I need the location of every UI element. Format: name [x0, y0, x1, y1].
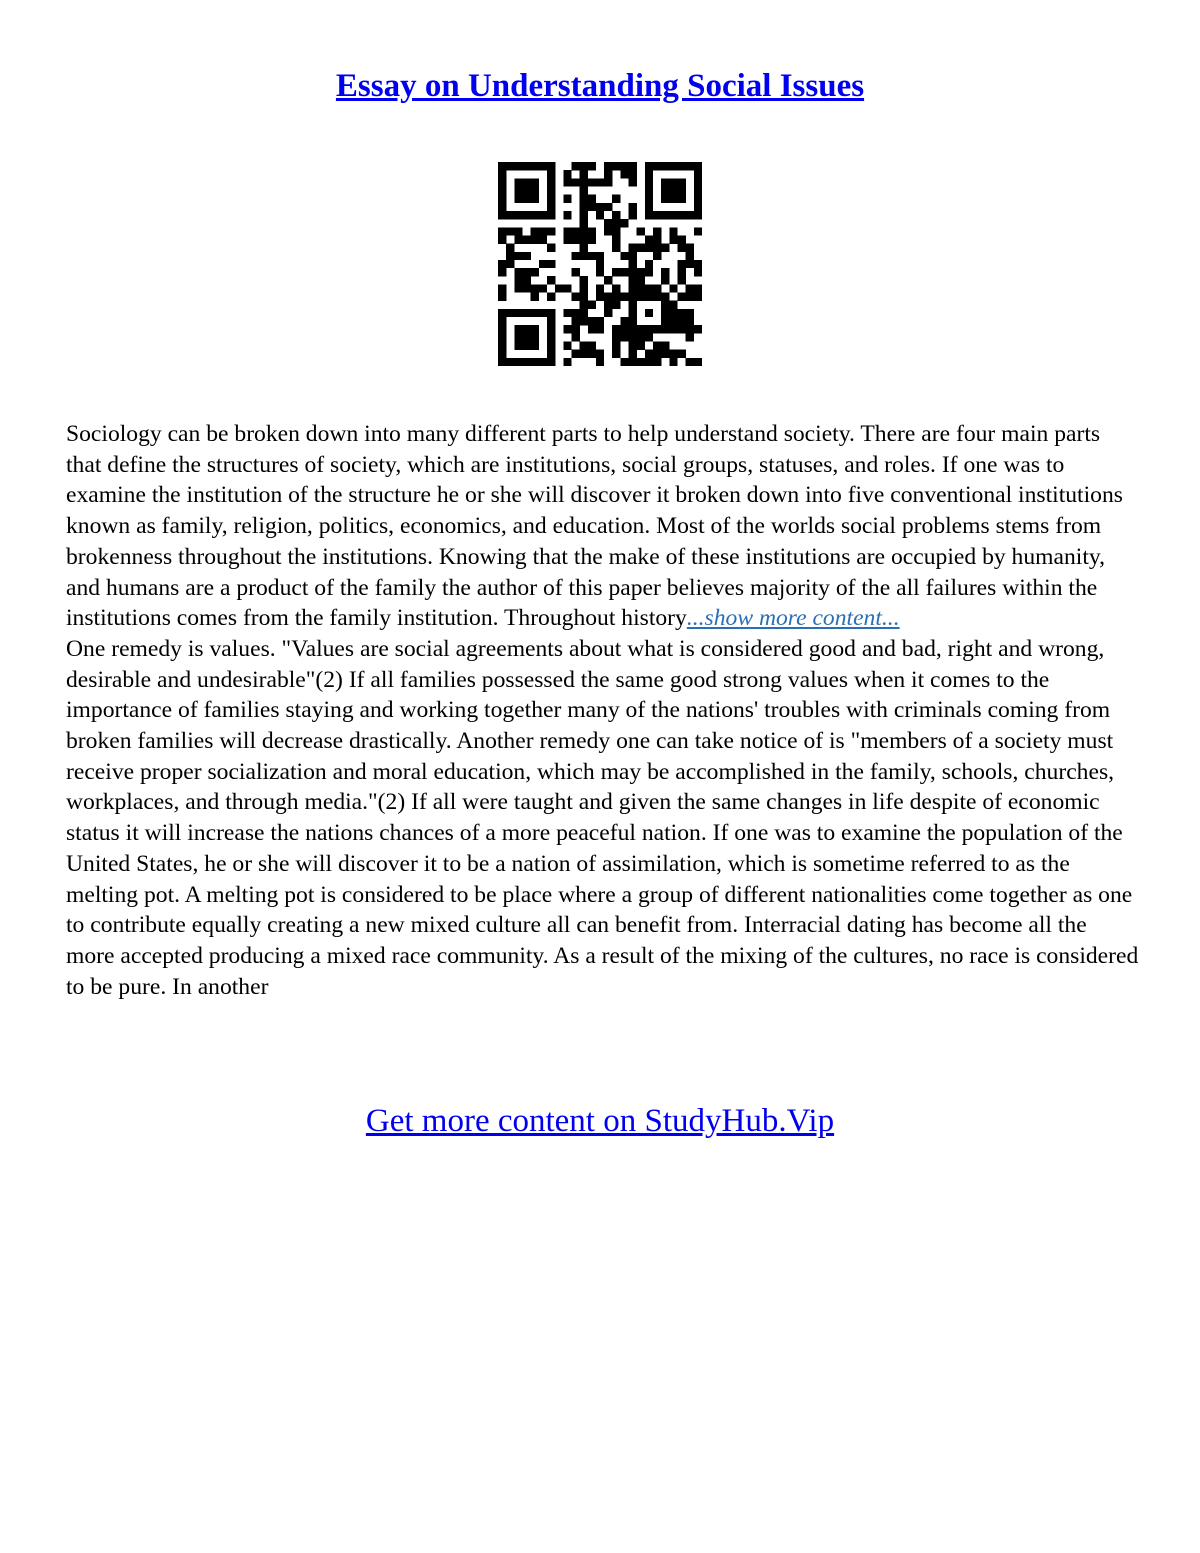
qr-code-icon [498, 162, 702, 366]
get-more-content-link[interactable]: Get more content on StudyHub.Vip [365, 1103, 835, 1139]
essay-paragraph-1 [66, 419, 1141, 634]
essay-paragraph-2: One remedy is values. "Values are social agreements about what is considered good and bad, right and wrong, desirable and undesirable"(2) If all families possessed the same good strong values when it comes to the importance of families staying and working together many of the nations' troubles with criminals coming from broken families will decrease drastically. Another remedy one can take notice of is "members of a society must receive proper socialization and moral education, which may be accomplished in the family, schools, churches, workplaces, and through media."(2) If all were taught and given the same changes in life despite of economic status it will increase the nations chances of a more peaceful nation. If one was to examine the population of the United States, he or she will discover it to be a nation of assimilation, which is sometime referred to as the melting pot. A melting pot is considered to be place where a group of different nationalities come together as one to contribute equally creating a new mixed culture all can benefit from. Interracial dating has become all the more accepted producing a mixed race community. As a result of the mixing of the cultures, no race is considered to be pure. In another [66, 635, 1139, 1000]
show-more-link[interactable]: ...show more content... [686, 605, 900, 632]
qr-code-graphic [498, 162, 702, 366]
page-title [0, 64, 1200, 108]
essay-body [66, 419, 1141, 1002]
footer-cta [0, 1099, 1200, 1143]
paragraph-1-text: Sociology can be broken down into many different parts to help understand society. There are four main parts that define the structures of society, which are institutions, social groups, statuses, and roles. If one was to examine the institution of the structure he or she will discover it broken down into five conventional institutions known as family, religion, politics, economics, and education. Most of the worlds social problems stems from brokenness throughout the institutions. Knowing that the make of these institutions are occupied by humanity, and humans are a product of the family the author of this paper believes majority of the all failures within the institutions comes from the family institution. Throughout history [66, 421, 1123, 632]
title-link[interactable]: Essay on Understanding Social Issues [335, 68, 865, 104]
